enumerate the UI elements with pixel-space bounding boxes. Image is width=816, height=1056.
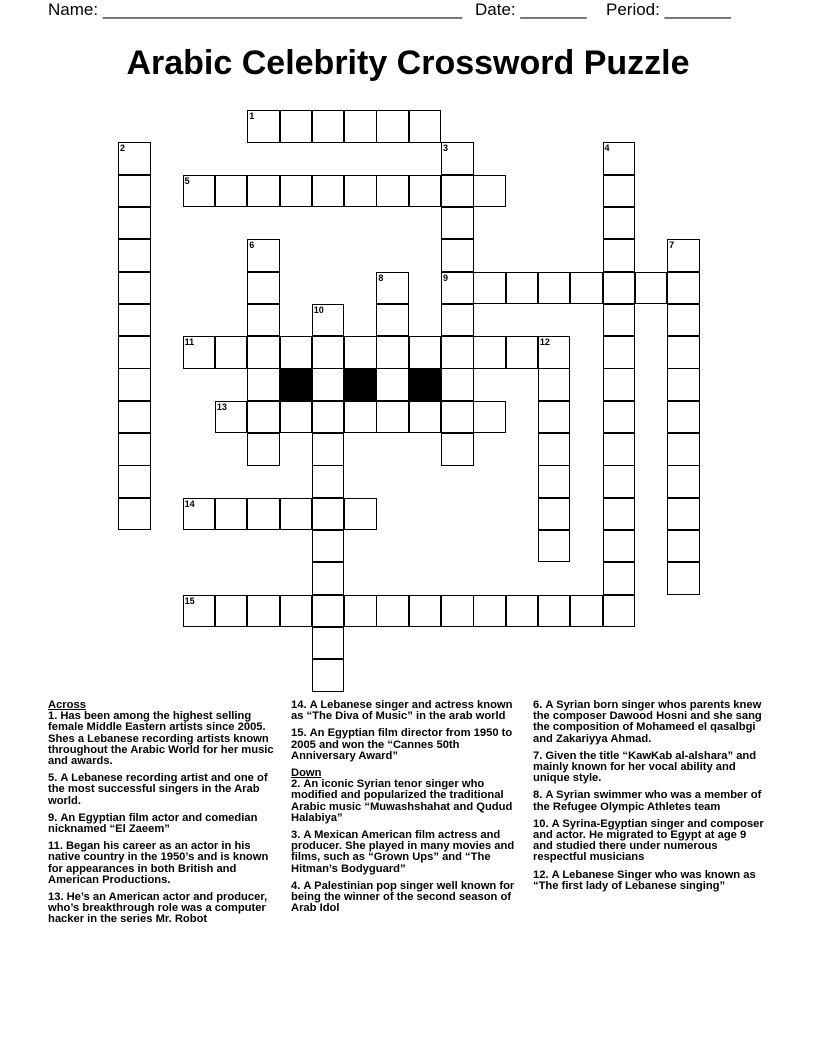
clue-number: 14 xyxy=(184,498,195,509)
grid-cell[interactable] xyxy=(570,272,603,305)
grid-cell[interactable] xyxy=(506,272,539,305)
grid-cell[interactable] xyxy=(441,368,474,401)
clue-text: A Mexican American film actress and producer. She played in many movies and films, such as “Grown Ups” and “The Hitman’s Bodyguard” xyxy=(291,829,515,875)
grid-cell[interactable] xyxy=(312,595,345,628)
grid-cell[interactable] xyxy=(312,336,345,369)
clue-item xyxy=(48,841,280,886)
clue-text: An iconic Syrian tenor singer who modified and popularized the traditional Arabic music “Muwashshahat and Qudud Halabiya” xyxy=(291,778,513,824)
grid-cell[interactable] xyxy=(441,433,474,466)
clue-num: 12. xyxy=(533,868,549,881)
grid-cell[interactable] xyxy=(376,304,409,337)
grid-cell[interactable] xyxy=(247,110,280,143)
grid-cell[interactable] xyxy=(118,498,151,531)
grid-cell[interactable] xyxy=(183,595,216,628)
grid-cell[interactable] xyxy=(344,595,377,628)
grid-cell[interactable] xyxy=(603,272,636,305)
grid-cell[interactable] xyxy=(667,562,700,595)
clues-column-1 xyxy=(48,700,280,932)
clue-number: 6 xyxy=(249,240,255,251)
grid-cell[interactable] xyxy=(215,336,248,369)
grid-cell[interactable] xyxy=(118,465,151,498)
grid-cell[interactable] xyxy=(667,272,700,305)
down-heading: Down xyxy=(291,767,322,780)
grid-cell[interactable] xyxy=(441,207,474,240)
clue-num: 7. xyxy=(533,749,543,762)
grid-cell[interactable] xyxy=(247,368,280,401)
clue-text: An Egyptian film actor and comedian nicknamed “El Zaeem” xyxy=(48,811,258,836)
clue-num: 6. xyxy=(533,699,543,711)
grid-cell[interactable] xyxy=(538,368,571,401)
clue-number: 12 xyxy=(539,337,550,348)
clue-item xyxy=(48,892,280,926)
grid-cell[interactable] xyxy=(376,110,409,143)
clue-text: A Lebanese recording artist and one of the most successful singers in the Arab world. xyxy=(48,772,268,807)
grid-cell[interactable] xyxy=(215,175,248,208)
clue-num: 2. xyxy=(291,778,301,791)
grid-cell[interactable] xyxy=(441,401,474,434)
clue-number: 9 xyxy=(443,272,449,283)
grid-cell[interactable] xyxy=(473,595,506,628)
grid-cell[interactable] xyxy=(344,175,377,208)
grid-cell[interactable] xyxy=(312,401,345,434)
clue-text: Given the title “KawKab al-alshara” and mainly known for her vocal ability and unique style. xyxy=(533,749,757,785)
clue-item xyxy=(48,773,280,807)
clue-text: A Syrian swimmer who was a member of the Refugee Olympic Athletes team xyxy=(533,789,762,813)
grid-cell[interactable] xyxy=(667,465,700,498)
grid-cell[interactable] xyxy=(118,272,151,305)
grid-cell[interactable] xyxy=(441,336,474,369)
clue-num: 15. xyxy=(291,727,307,740)
grid-cell[interactable] xyxy=(409,336,442,369)
grid-cell[interactable] xyxy=(118,207,151,240)
grid-cell[interactable] xyxy=(118,142,151,175)
clue-num: 9. xyxy=(48,811,58,824)
grid-cell[interactable] xyxy=(603,336,636,369)
grid-cell[interactable] xyxy=(215,498,248,531)
grid-cell[interactable] xyxy=(118,175,151,208)
clue-number: 5 xyxy=(184,175,190,186)
grid-cell[interactable] xyxy=(344,110,377,143)
grid-cell[interactable] xyxy=(603,368,636,401)
period-field-label[interactable]: Period: _______ xyxy=(606,0,731,19)
clue-item xyxy=(291,728,523,762)
clue-number: 8 xyxy=(378,272,384,283)
grid-cell[interactable] xyxy=(118,368,151,401)
grid-cell[interactable] xyxy=(183,336,216,369)
grid-cell[interactable] xyxy=(280,595,313,628)
clue-text: A Lebanese Singer who was known as “The first lady of Lebanese singing” xyxy=(533,868,756,892)
grid-cell[interactable] xyxy=(538,465,571,498)
grid-cell[interactable] xyxy=(280,336,313,369)
clue-num: 3. xyxy=(291,829,301,842)
clue-number: 11 xyxy=(184,337,195,348)
grid-cell[interactable] xyxy=(312,627,345,660)
grid-cell[interactable] xyxy=(376,175,409,208)
grid-cell[interactable] xyxy=(603,530,636,563)
clue-number: 7 xyxy=(669,240,675,251)
clue-number: 2 xyxy=(120,143,126,154)
clue-item xyxy=(533,819,765,864)
clue-number: 13 xyxy=(216,401,227,412)
grid-cell[interactable] xyxy=(376,595,409,628)
clue-number: 10 xyxy=(313,304,324,315)
grid-cell[interactable] xyxy=(247,239,280,272)
grid-cell[interactable] xyxy=(667,336,700,369)
clue-item xyxy=(48,813,280,835)
grid-cell[interactable] xyxy=(538,530,571,563)
grid-cell[interactable] xyxy=(603,465,636,498)
clues-column-3 xyxy=(533,700,765,898)
grid-cell[interactable] xyxy=(603,433,636,466)
clue-item xyxy=(291,700,523,722)
clue-item xyxy=(533,751,765,785)
grid-cell[interactable] xyxy=(603,498,636,531)
clues-column-2 xyxy=(291,700,523,920)
clue-num: 13. xyxy=(48,891,64,904)
clue-num: 4. xyxy=(291,879,301,892)
clue-num: 14. xyxy=(291,699,307,711)
grid-cell[interactable] xyxy=(635,272,668,305)
clue-item xyxy=(533,870,765,892)
grid-cell[interactable] xyxy=(247,498,280,531)
grid-cell[interactable] xyxy=(118,336,151,369)
clue-text: He’s an American actor and producer, who’s breakthrough role was a computer hacker in the series Mr. Robot xyxy=(48,891,268,926)
grid-cell[interactable] xyxy=(344,401,377,434)
grid-cell[interactable] xyxy=(409,401,442,434)
grid-cell[interactable] xyxy=(183,498,216,531)
grid-cell[interactable] xyxy=(667,433,700,466)
grid-cell[interactable] xyxy=(312,498,345,531)
grid-cell[interactable] xyxy=(376,401,409,434)
grid-cell[interactable] xyxy=(538,336,571,369)
clue-num: 10. xyxy=(533,817,549,830)
grid-cell[interactable] xyxy=(344,498,377,531)
clue-text: An Egyptian film director from 1950 to 2005 and won the “Cannes 50th Anniversary Award” xyxy=(291,727,513,762)
grid-cell[interactable] xyxy=(441,239,474,272)
grid-cell[interactable] xyxy=(280,110,313,143)
grid-cell[interactable] xyxy=(538,498,571,531)
grid-cell[interactable] xyxy=(312,659,345,692)
grid-cell[interactable] xyxy=(667,368,700,401)
grid-cell[interactable] xyxy=(667,498,700,531)
grid-cell[interactable] xyxy=(247,175,280,208)
grid-cell[interactable] xyxy=(603,401,636,434)
grid-cell[interactable] xyxy=(409,110,442,143)
grid-cell[interactable] xyxy=(667,401,700,434)
grid-cell[interactable] xyxy=(118,433,151,466)
grid-cell[interactable] xyxy=(312,110,345,143)
black-square xyxy=(344,368,377,401)
grid-cell[interactable] xyxy=(441,272,474,305)
grid-cell[interactable] xyxy=(603,304,636,337)
grid-cell[interactable] xyxy=(538,272,571,305)
clue-text: Began his career as an actor in his native country in the 1950’s and is known for appearances in both British and American Productions. xyxy=(48,840,269,886)
grid-cell[interactable] xyxy=(312,530,345,563)
clue-num: 11. xyxy=(48,840,63,853)
grid-cell[interactable] xyxy=(473,175,506,208)
grid-cell[interactable] xyxy=(376,368,409,401)
grid-cell[interactable] xyxy=(215,401,248,434)
grid-cell[interactable] xyxy=(441,175,474,208)
grid-cell[interactable] xyxy=(376,272,409,305)
grid-cell[interactable] xyxy=(603,239,636,272)
grid-cell[interactable] xyxy=(667,304,700,337)
clue-item xyxy=(291,830,523,875)
date-field-label[interactable]: Date: _______ xyxy=(475,0,587,19)
grid-cell[interactable] xyxy=(247,433,280,466)
grid-cell[interactable] xyxy=(247,401,280,434)
grid-cell[interactable] xyxy=(376,336,409,369)
grid-cell[interactable] xyxy=(312,465,345,498)
black-square xyxy=(280,368,313,401)
grid-cell[interactable] xyxy=(183,175,216,208)
grid-cell[interactable] xyxy=(506,336,539,369)
grid-cell[interactable] xyxy=(118,401,151,434)
grid-cell[interactable] xyxy=(247,272,280,305)
grid-cell[interactable] xyxy=(473,272,506,305)
grid-cell[interactable] xyxy=(344,336,377,369)
grid-cell[interactable] xyxy=(280,401,313,434)
clue-number: 3 xyxy=(443,143,449,154)
grid-cell[interactable] xyxy=(603,207,636,240)
grid-cell[interactable] xyxy=(538,401,571,434)
grid-cell[interactable] xyxy=(409,175,442,208)
grid-cell[interactable] xyxy=(603,562,636,595)
grid-cell[interactable] xyxy=(570,595,603,628)
grid-cell[interactable] xyxy=(247,595,280,628)
clue-item xyxy=(291,779,523,824)
grid-cell[interactable] xyxy=(441,304,474,337)
clue-num: 5. xyxy=(48,772,58,785)
clue-item xyxy=(48,711,280,767)
clue-text: Has been among the highest selling female Middle Eastern artists since 2005. Shes a Lebanese recording artists known throughout the Arabic World for her music and awards. xyxy=(48,710,274,768)
grid-cell[interactable] xyxy=(280,498,313,531)
clue-number: 4 xyxy=(604,143,610,154)
grid-cell[interactable] xyxy=(118,239,151,272)
name-field-label[interactable]: Name: ______________________________________ xyxy=(48,0,463,19)
grid-cell[interactable] xyxy=(312,562,345,595)
grid-cell[interactable] xyxy=(312,175,345,208)
clue-item xyxy=(533,700,765,745)
clue-text: A Palestinian pop singer well known for being the winner of the second season of Arab Idol xyxy=(291,879,515,915)
clue-number: 15 xyxy=(184,595,195,606)
grid-cell[interactable] xyxy=(603,142,636,175)
black-square xyxy=(409,368,442,401)
grid-cell[interactable] xyxy=(441,595,474,628)
clue-text: A Syrina-Egyptian singer and composer and actor. He migrated to Egypt at age 9 and studied there under numerous respectful musicians xyxy=(533,817,764,864)
clue-number: 1 xyxy=(249,111,255,121)
clue-item xyxy=(533,790,765,812)
grid-cell[interactable] xyxy=(473,401,506,434)
grid-cell[interactable] xyxy=(667,239,700,272)
grid-cell[interactable] xyxy=(312,433,345,466)
grid-cell[interactable] xyxy=(603,595,636,628)
grid-cell[interactable] xyxy=(538,595,571,628)
grid-cell[interactable] xyxy=(215,595,248,628)
grid-cell[interactable] xyxy=(118,304,151,337)
grid-cell[interactable] xyxy=(603,175,636,208)
clue-text: A Syrian born singer whos parents knew the composer Dawood Hosni and she sang the composition of Mohameed el qasalbgi and Zakariyya Ahmad. xyxy=(533,699,762,745)
clue-num: 8. xyxy=(533,789,543,802)
across-heading: Across xyxy=(48,699,86,711)
grid-cell[interactable] xyxy=(247,336,280,369)
clue-text: A Lebanese singer and actress known as “The Diva of Music” in the arab world xyxy=(291,699,513,723)
grid-cell[interactable] xyxy=(538,433,571,466)
grid-cell[interactable] xyxy=(312,368,345,401)
page-title: Arabic Celebrity Crossword Puzzle xyxy=(126,44,690,82)
grid-cell[interactable] xyxy=(473,336,506,369)
grid-cell[interactable] xyxy=(247,304,280,337)
grid-cell[interactable] xyxy=(506,595,539,628)
grid-cell[interactable] xyxy=(441,142,474,175)
grid-cell[interactable] xyxy=(667,530,700,563)
grid-cell[interactable] xyxy=(280,175,313,208)
grid-cell[interactable] xyxy=(409,595,442,628)
grid-cell[interactable] xyxy=(312,304,345,337)
clue-num: 1. xyxy=(48,710,58,723)
clue-item xyxy=(291,881,523,915)
